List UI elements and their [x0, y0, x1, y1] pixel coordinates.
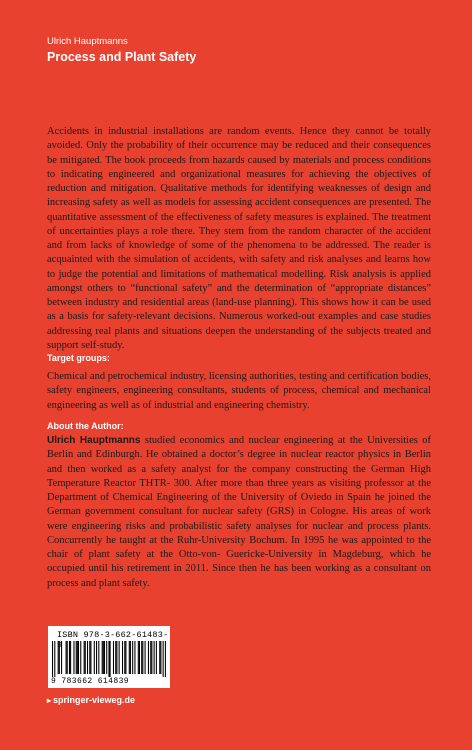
barcode-bar — [108, 641, 109, 677]
barcode-bar — [104, 641, 105, 674]
about-author-heading: About the Author: — [47, 421, 124, 431]
barcode-bar — [70, 641, 71, 674]
barcode-bar — [76, 641, 77, 674]
barcode-box — [48, 626, 170, 688]
barcode-bar — [103, 641, 104, 674]
barcode-bar — [138, 641, 139, 674]
barcode-digits: 9 783662 614839 — [51, 677, 130, 686]
book-title: Process and Plant Safety — [47, 50, 197, 64]
about-author-bio: studied economics and nuclear engineering at the Universities of Berlin and Edinburgh. He obtained a doctor’s degree in nuclear reactor physics in Berlin and then worked as a safety analyst for the company constructing the German High Temperature Reactor THTR- 300. After more than three years as visiting professor at the Department of Chemical Engineering of the University of Oviedo in Spain he joined the German government consultant for nuclear safety (GRS) in Cologne. His areas of work were engineering risks and probabilistic safety analyses for nuclear and process plants. Concurrently he taught at the Ruhr-University Bochum. In 1995 he was appointed to the chair of plant safety at the Otto-von- Guericke-University in Magdeburg, which he occupied until his retirement in 2011. Since then he has been working as a consultant on process and plant safety. — [47, 435, 431, 589]
barcode-bar — [78, 641, 79, 674]
barcode-bar — [130, 641, 131, 674]
publisher-url[interactable]: springer-vieweg.de — [53, 695, 136, 705]
barcode-bar — [66, 641, 67, 674]
barcode-bar — [80, 641, 81, 674]
barcode-bar — [156, 641, 157, 674]
barcode-bar — [59, 641, 60, 674]
author-name: Ulrich Hauptmanns — [47, 36, 128, 47]
target-groups-text: Chemical and petrochemical industry, licensing authorities, testing and certification bodies, safety engineers, engineering consultants, students of process, chemical and mechanical engineering as well as of industrial and engineering chemistry. — [47, 371, 431, 411]
barcode-bar — [113, 641, 114, 674]
barcode-bar — [94, 641, 95, 674]
barcode-bar — [69, 641, 70, 674]
barcode-bar — [96, 641, 97, 674]
publisher-link-row[interactable] — [47, 695, 135, 705]
barcode-bar — [142, 641, 143, 674]
barcode-bar — [106, 641, 107, 674]
barcode-bar — [98, 641, 99, 674]
barcode-bar — [150, 641, 151, 674]
barcode-bar — [102, 641, 103, 674]
barcode-bar — [67, 641, 68, 674]
barcode-bar — [115, 641, 116, 674]
barcode-bar — [84, 641, 85, 674]
barcode-bar — [87, 641, 88, 674]
barcode-bar — [165, 641, 166, 677]
about-author-text — [47, 434, 431, 591]
barcode-bar — [77, 641, 78, 674]
barcode-bar — [89, 641, 90, 674]
barcode-bar — [122, 641, 123, 674]
barcode-bar — [159, 641, 160, 674]
barcode-bar — [129, 641, 130, 674]
barcode-bar — [54, 641, 55, 677]
barcode-bar — [125, 641, 126, 674]
blurb-text: Accidents in industrial installations are random events. Hence they cannot be totally avoided. Only the probability of their occurrence may be reduced and their consequences be mitigated. The book proceeds from hazards caused by materials and process conditions to indicating engineered and organizational measures for achieving the objectives of reduction and mitigation. Qualitative methods for identifying weaknesses of design and increasing safety as well as models for assessing accident consequences are presented. The quantitative assessment of the effectiveness of safety measures is explained. The treatment of uncertainties plays a role there. They stem from the random character of the accident and from lacks of knowledge of some of the phenomena to be addressed. The reader is acquainted with the simulation of accidents, with safety and risk analyses and learns how to judge the potential and limitations of mathematical modelling. Risk analysis is applied amongst others to “functional safety” and the determination of “appropriate distances” between industry and residential areas (land-use planning). This shows how it can be used as a basis for safety-relevant decisions. Numerous worked-out examples and case studies addressing real plants and situations deepen the understanding of the subjects treated and support self-study. — [47, 126, 431, 351]
triangle-right-icon: ▸ — [47, 695, 52, 705]
barcode-bar — [58, 641, 59, 674]
barcode-bar — [85, 641, 86, 674]
barcode-bar — [73, 641, 74, 674]
barcode-bar — [139, 641, 140, 674]
barcode-bar — [151, 641, 152, 674]
barcode-bar — [134, 641, 135, 674]
about-author-name: Ulrich Hauptmanns — [47, 435, 141, 446]
barcode-bar — [119, 641, 120, 674]
barcode-bar — [160, 641, 161, 674]
barcode — [52, 641, 166, 677]
isbn-label: ISBN 978-3-662-61483- — [57, 630, 169, 640]
barcode-bar — [141, 641, 142, 674]
barcode-bar — [61, 641, 62, 674]
barcode-bar — [148, 641, 149, 674]
barcode-bar — [116, 641, 117, 674]
target-groups-heading: Target groups: — [47, 353, 110, 363]
barcode-bar — [132, 641, 133, 674]
barcode-bar — [154, 641, 155, 674]
barcode-bar — [145, 641, 146, 674]
barcode-bar — [110, 641, 111, 677]
barcode-bar — [90, 641, 91, 674]
barcode-bar — [124, 641, 125, 674]
barcode-bar — [52, 641, 53, 677]
barcode-bar — [163, 641, 164, 677]
